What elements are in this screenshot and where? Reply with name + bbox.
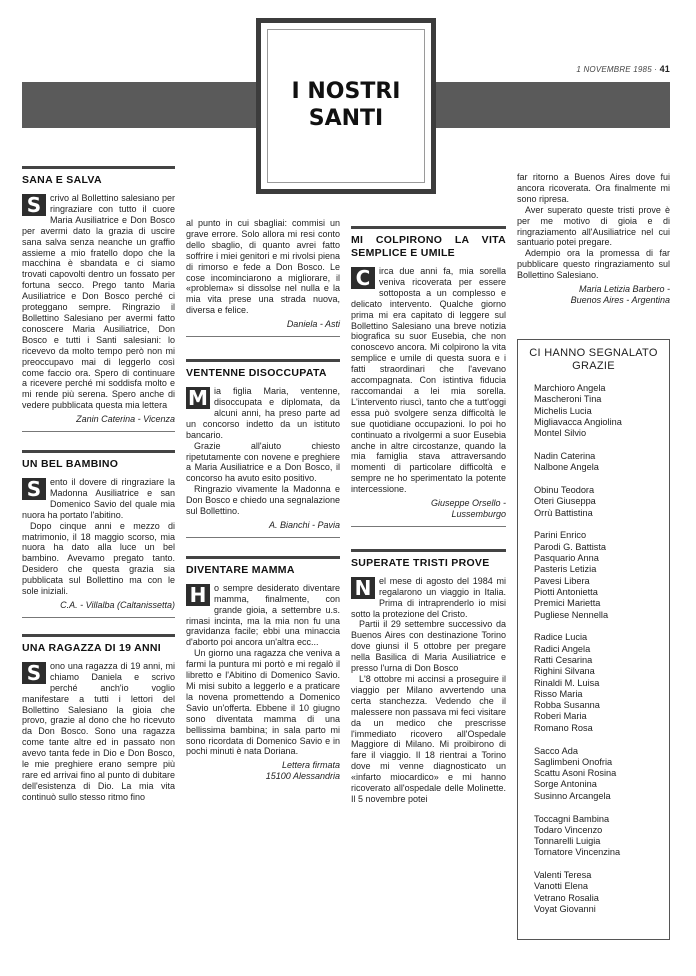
grace-name: Michelis Lucia	[534, 405, 592, 416]
grace-name: Righini Silvana	[534, 666, 595, 677]
grace-name: Migliavacca Angiolina	[534, 416, 622, 427]
article-body: Partii il 29 settembre successivo da Buenos Aires con destinazione Torino dove giunsi il 5 ottobre per pregare nella Basilica di Maria Ausiliatrice e presso l'urna di Don Bosco	[351, 619, 506, 674]
article-body: M ia figlia Maria, ventenne, disoccupata e diplomata, da alcuni anni, ha preso parte ad un concorso indetto da un istituto bancario.	[186, 386, 340, 440]
grace-name: Ratti Cesarina	[534, 654, 593, 665]
graces-group	[534, 870, 661, 915]
drop-cap: H	[186, 584, 210, 606]
graces-box-title: CI HANNO SEGNALATO GRAZIE	[529, 347, 658, 372]
article-signature: Zanin Caterina - Vicenza	[76, 414, 175, 425]
grace-name: Susinno Arcangela	[534, 790, 611, 801]
graces-group	[534, 746, 661, 802]
article-continuation: al punto in cui sbagliai: commisi un grave errore. Solo allora mi resi conto dello sbaglio, di quanto avrei fatto soffrire i miei genitori e mi rivolsi piena di rimorso e fede a Don Bosco. Le cose incominciarono a migliorare, il «problema» si dissolse nel nulla e la mia vita prese una strada nuova, diversa e felice.	[186, 218, 340, 316]
column-3	[351, 226, 506, 805]
grace-name: Scattu Asoni Rosina	[534, 768, 617, 779]
graces-group	[534, 485, 661, 519]
grace-name: Tornatore Vincenzina	[534, 847, 621, 858]
article-body: S crivo al Bollettino salesiano per ringraziare con tutto il cuore Maria Ausiliatrice e Don Bosco per avermi dato la grazia di uscire sana salva senza neanche un graffio assieme a mio fratello dopo che la macchina è sbandata e ci siamo trovati capovolti dentro un fossato per fortuna secco. Prego tanto Maria Ausiliatrice e Don Bosco perché ci proteggano sempre. Ringrazio il Bollettino Salesiano per avermi fatto conoscere Maria Ausiliatrice, Don Bosco e tutti i Santi salesiani: lo ricevevo da molto tempo però non mi preoccupavo mai di leggerlo così come faccio ora. Spero di continuare a ricevere perché mi soddisfa molto e mi rende più serena. Spero anche di vedere pubblicata questa mia lettera	[22, 193, 175, 411]
article-body: C irca due anni fa, mia sorella veniva ricoverata per essere sottoposta a un complesso e delicato intervento. Qualche giorno prima mi era capitato di leggere sul Bollettino Salesiano una breve notizia biografica su suor Eusebia, che non conoscevo ancora. Mi colpirono la vita semplice e umile di questa suora e i fatti straordinari che l'avevano accompagnata. Con istintiva fiducia raccomandai a lei mia sorella. L'intervento riuscì, tanto che a tutt'oggi essa può svolgere senza difficoltà le sue quotidiane occupazioni. Io poi ho continuato a rivolgermi a suor Eusebia anche in altre circostanze, quando la mia famiglia stava attraversando momenti di particolare difficoltà e sempre ne ho sperimentato la potente intercessione.	[351, 266, 506, 495]
article-title: SUPERATE TRISTI PROVE	[351, 556, 490, 569]
article-body: L'8 ottobre mi accinsi a proseguire il viaggio per Milano avvertendo una certa stanchezza. Vedendo che il malessere non passava mi feci visitare da un medico che prescrisse l'immediato ricovero all'Ospedale Maggiore di Milano. Mi proibirono di fare il viaggio. Il 18 rientrai a Torino dove mi venne diagnosticato un «infarto miocardico» e mi hanno ricoverato all'ospedale delle Molinette. Il 5 novembre potei	[351, 674, 506, 804]
graces-group	[534, 383, 661, 439]
grace-name: Oteri Giuseppa	[534, 496, 596, 507]
grace-name: Marchioro Angela	[534, 383, 606, 393]
article-title: UN BEL BAMBINO	[22, 458, 119, 471]
article-body: N el mese di agosto del 1984 mi regalarono un viaggio in Italia. Prima di intraprenderlo io misi sotto la protezione del Cristo.	[351, 575, 506, 619]
grace-name: Saglimbeni Onofria	[534, 756, 613, 767]
grace-name: Tonnarelli Luigia	[534, 836, 601, 847]
article-continuation: Aver superato queste tristi prove è per me motivo di gioia e di ringraziamento all'Ausiliatrice nel cui santuario potei pregare.	[517, 204, 670, 248]
drop-cap: S	[22, 194, 46, 216]
article-body: S ento il dovere di ringraziare la Madonna Ausiliatrice e san Domenico Savio del quale mia nuora ha portato l'abitino.	[22, 477, 175, 520]
grace-name: Sorge Antonina	[534, 779, 597, 790]
grace-name: Mascheroni Tina	[534, 394, 602, 405]
article-body: Ringrazio vivamente la Madonna e Don Bosco e chiedo una segnalazione sul Bollettino.	[186, 484, 340, 517]
article-title: UNA RAGAZZA DI 19 ANNI	[22, 641, 162, 654]
article-signature: A. Bianchi - Pavia	[268, 519, 340, 530]
grace-name: Pasteris Letizia	[534, 564, 597, 575]
grace-name: Pasquario Anna	[534, 553, 599, 564]
article-title: MI COLPIRONO LA VITA SEMPLICE E UMILE	[351, 234, 506, 259]
article-signature: C.A. - Villalba (Caltanissetta)	[60, 600, 175, 610]
graces-group	[534, 530, 661, 620]
grace-name: Pavesi Libera	[534, 575, 590, 586]
column-1	[22, 166, 175, 803]
grace-name: Nadin Caterina	[534, 450, 596, 461]
grace-name: Parodi G. Battista	[534, 541, 607, 552]
drop-cap: S	[22, 662, 46, 684]
issue-date: 1 NOVEMBRE 1985	[576, 65, 652, 74]
grace-name: Radice Lucia	[534, 632, 588, 643]
grace-name: Montel Silvio	[534, 428, 587, 439]
title-band-right	[434, 82, 670, 128]
grace-name: Robba Susanna	[534, 700, 600, 711]
article-signature: Lettera firmata 15100 Alessandria	[265, 760, 340, 782]
article-body: H o sempre desiderato diventare mamma, finalmente, con grande gioia, a settembre u.s. rimasi incinta, ma la mia non fu una gravidanza facile; ebbi una minaccia d'aborto poi ancora un'altra ecc...	[186, 582, 340, 648]
grace-name: Obinu Teodora	[534, 485, 595, 496]
page-title: I NOSTRI SANTI	[291, 79, 401, 131]
drop-cap: M	[186, 387, 210, 409]
graces-group	[534, 814, 661, 859]
grace-name: Premici Marietta	[534, 598, 601, 609]
graces-group	[534, 451, 661, 474]
article-title: VENTENNE DISOCCUPATA	[186, 367, 327, 380]
article-body: S ono una ragazza di 19 anni, mi chiamo Daniela e scrivo perché anch'io voglio manifestare a tutti i lettori del Bollettino Salesiano la gioia che provo, grazie al dono che ho ricevuto da Don Bosco. Sono una ragazza come tante altre ed in passato non avevo tanta fede in Dio e Don Bosco, le mie preghiere erano sempre più rare ed arrivai fino al punto di dubitare dell'esistenza di Dio. La mia vita continuò sullo stesso ritmo fino	[22, 660, 175, 802]
title-band-left	[22, 82, 262, 128]
article-continuation: far ritorno a Buenos Aires dove fui ancora ricoverata. Ora finalmente mi sono ripresa.	[517, 172, 670, 204]
grace-name: Piotti Antonietta	[534, 586, 598, 597]
grace-name: Orrù Battistina	[534, 507, 593, 518]
grace-name: Roberi Maria	[534, 711, 587, 722]
grace-name: Toccagni Bambina	[534, 813, 610, 824]
article-title: SANA E SALVA	[22, 174, 102, 186]
grace-name: Voyat Giovanni	[534, 904, 596, 915]
article-signature: Maria Letizia Barbero - Buenos Aires - Argentina	[570, 284, 670, 305]
grace-name: Valenti Teresa	[534, 870, 592, 881]
article-title: DIVENTARE MAMMA	[186, 563, 295, 576]
grace-name: Radici Angela	[534, 643, 591, 654]
article-continuation: Adempio ora la promessa di far pubblicare questo ringraziamento sul Bollettino Salesiano.	[517, 248, 670, 281]
grace-name: Parini Enrico	[534, 530, 587, 541]
article-body: Dopo cinque anni e mezzo di matrimonio, il 18 maggio scorso, mia nuora ha dato alla luce un bel bambino. Avevamo pregato tanto. Desidero che questa grazia sia pubblicata sul Bollettino ma con le sole iniziali.	[22, 520, 175, 597]
title-frame	[256, 18, 436, 194]
grace-name: Pugliese Nennella	[534, 609, 609, 620]
column-2	[186, 218, 340, 782]
page-header: 1 NOVEMBRE 1985 · 41	[576, 64, 670, 74]
grace-name: Vanotti Elena	[534, 881, 588, 892]
grace-name: Sacco Ada	[534, 745, 578, 756]
grace-name: Todaro Vincenzo	[534, 824, 603, 835]
article-signature: Giuseppe Orsello - Lussemburgo	[430, 498, 506, 519]
drop-cap: C	[351, 267, 375, 289]
article-body: Un giorno una ragazza che veniva a farmi la puntura mi portò e mi regalò il libretto e l'Abitino di Domenico Savio. Mi misi subito a leggerlo e a praticare la novena promettendo a Domenico Savio un'offerta. Ebbene il 10 giugno sono diventata mamma di una bellissima bambina; in sala parto mi sono ricordata di Domenico Savio e in pochi minuti è nata Doriana.	[186, 648, 340, 757]
graces-box	[517, 339, 670, 940]
grace-name: Nalbone Angela	[534, 462, 599, 473]
grace-name: Vetrano Rosalia	[534, 892, 599, 903]
grace-name: Romano Rosa	[534, 722, 593, 733]
graces-list	[534, 383, 661, 915]
grace-name: Risso Maria	[534, 688, 583, 699]
drop-cap: S	[22, 478, 46, 500]
graces-group	[534, 632, 661, 734]
article-body: Grazie all'aiuto chiesto ripetutamente con novene e preghiere a Maria Ausiliatrice e a Don Bosco, il concorso ha avuto esito positivo.	[186, 440, 340, 484]
grace-name: Rinaldi M. Luisa	[534, 677, 600, 688]
page-number: 41	[659, 64, 670, 74]
drop-cap: N	[351, 577, 375, 599]
column-4	[517, 172, 670, 306]
article-signature: Daniela - Asti	[286, 319, 340, 330]
